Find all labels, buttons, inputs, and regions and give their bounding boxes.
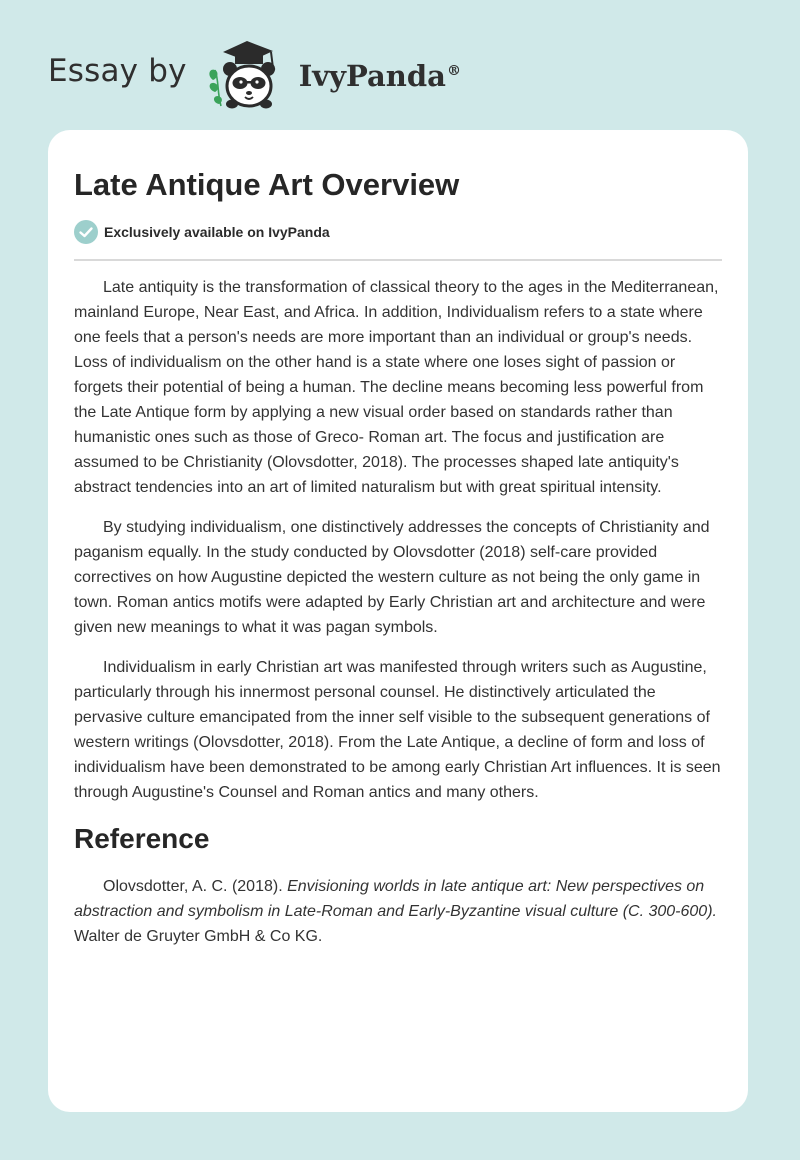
reference-title: Envisioning worlds in late antique art: New perspectives on abstraction and symbolism in Late-Roman and Early-Byzantine visual culture (C. 300-600). [74, 878, 717, 920]
check-circle-icon [74, 220, 98, 244]
reference-heading: Reference [74, 823, 210, 854]
exclusive-badge-text: Exclusively available on IvyPanda [104, 224, 330, 240]
brand-name[interactable] [299, 59, 461, 93]
essay-paragraph: Late antiquity is the transformation of classical theory to the ages in the Mediterranean, mainland Europe, Near East, and Africa. In addition, Individualism refers to a state where one feels that a person's needs are more important than an individual or group's needs. Loss of individualism on the other hand is a state where one loses sight of passion or forgets their potential of being a human. The decline means becoming less powerful from the Late Antique form by applying a new visual order based on standards rather than humanistic ones such as those of Greco- Roman art. The focus and justification are assumed to be Christianity (Olovsdotter, 2018). The processes shaped late antiquity's abstract tendencies into an art of limited naturalism but with great spiritual intensity. [74, 279, 719, 496]
reference-publisher: Walter de Gruyter GmbH & Co KG. [74, 928, 323, 945]
exclusive-badge [74, 220, 722, 244]
reference-authors: Olovsdotter, A. C. (2018). [103, 878, 288, 895]
title-divider [74, 259, 722, 261]
essay-paragraph: Individualism in early Christian art was manifested through writers such as Augustine, particularly through his innermost personal counsel. He distinctively articulated the pervasive culture emancipated from the inner self visible to the subsequent generations of western writings (Olovsdotter, 2018). From the Late Antique, a decline of form and loss of individualism have been demonstrated to be among early Christian Art influences. It is seen through Augustine's Counsel and Roman antics and many others. [74, 659, 721, 801]
reference-entry [74, 874, 722, 949]
panda-graduate-logo-icon[interactable] [203, 36, 295, 112]
essay-paragraph: By studying individualism, one distinctively addresses the concepts of Christianity and paganism equally. In the study conducted by Olovsdotter (2018) self-care provided correctives on how Augustine depicted the western culture as not being the only game in town. Roman antics motifs were adapted by Early Christian art and architecture and were given new meanings to what it was pagan symbols. [74, 519, 710, 636]
site-header [48, 36, 461, 112]
essay-by-label: Essay by [48, 53, 187, 89]
registered-mark: ® [446, 63, 461, 80]
essay-card [48, 130, 748, 1112]
essay-title: Late Antique Art Overview [74, 167, 460, 202]
brand-name-text: IvyPanda [298, 59, 446, 93]
